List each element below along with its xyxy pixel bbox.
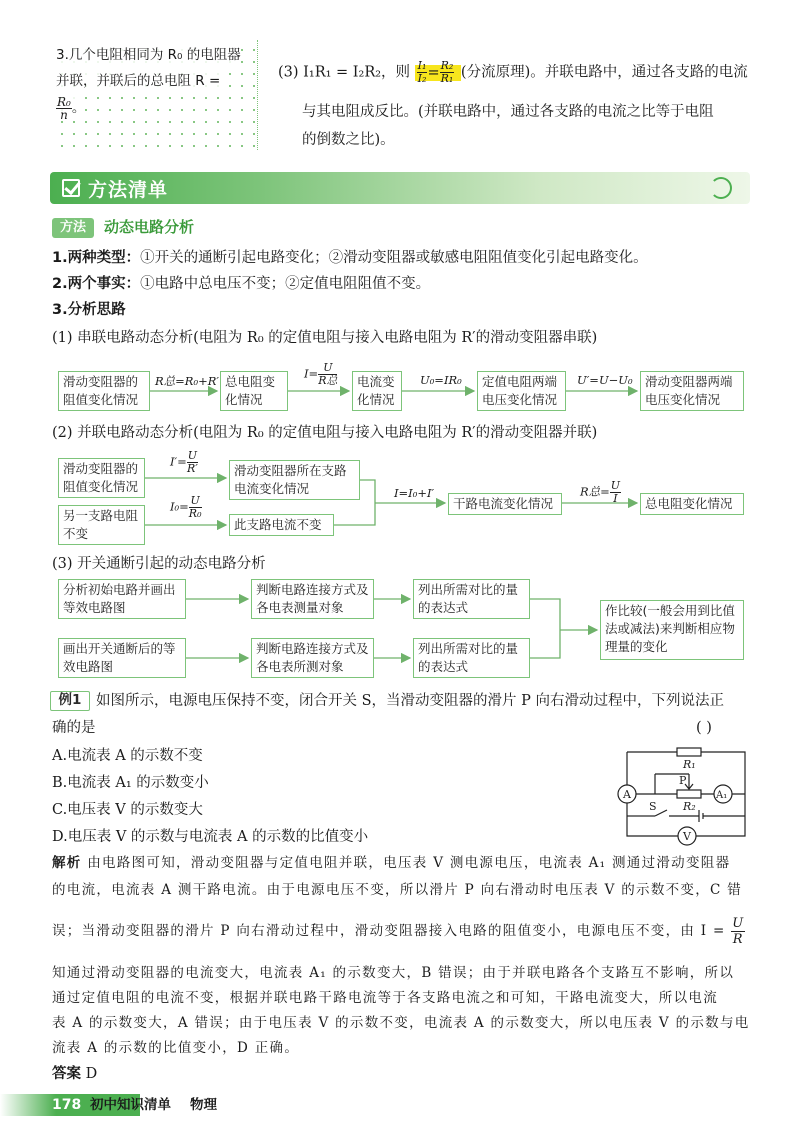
types-head: 1.两种类型： [52, 250, 141, 266]
option-d: D.电压表 V 的示数与电流表 A 的示数的比值变小 [52, 829, 369, 845]
flow1-label-1: R总=R₀+R′ [155, 374, 219, 388]
intro-f2-num: R₂ [440, 59, 454, 72]
flow2-box-5: 干路电流变化情况 [448, 493, 562, 515]
flow1-box-3: 电流变化情况 [352, 371, 402, 411]
label-s: S [649, 800, 657, 813]
flow2-label-3: I=I₀+I′ [394, 486, 435, 500]
flow1-label-2 [304, 362, 337, 387]
answer-head: 答案 [52, 1066, 81, 1082]
flow2-l2-pre: I₀= [170, 499, 189, 514]
option-c: C.电压表 V 的示数变大 [52, 802, 203, 818]
flow1-l2-pre: I= [304, 366, 319, 381]
flow1-label-4: U′=U−U₀ [577, 373, 633, 387]
flow2-l4-num: U [610, 479, 621, 492]
flow1-caption: (1) 串联电路动态分析(电阻为 R₀ 的定值电阻与接入电路电阻为 R′的滑动变阻器串联) [52, 330, 598, 346]
label-a1: A₁ [716, 790, 728, 801]
flow1-box-5: 滑动变阻器两端电压变化情况 [640, 371, 744, 411]
intro-f2-den: R₁ [440, 72, 454, 85]
answer-line [52, 1062, 97, 1086]
intro-eq: = [427, 64, 440, 81]
facts-head: 2.两个事实： [52, 276, 141, 292]
note-frac-num: R₀ [57, 95, 71, 109]
analysis-frac-num: U [732, 916, 745, 931]
flow3-caption: (3) 开关通断引起的动态电路分析 [52, 556, 266, 572]
label-a: A [623, 788, 631, 801]
circuit-diagram [605, 742, 755, 848]
note-line-1: 3.几个电阻相同为 R₀ 的电阻器 [56, 44, 241, 66]
intro-part1: (3) I₁R₁ = I₂R₂，则 [278, 64, 411, 81]
flow2-label-2 [170, 495, 202, 520]
flow2-box-3: 另一支路电阻不变 [58, 505, 145, 545]
flow3-box-1: 分析初始电路并画出等效电路图 [58, 579, 186, 619]
flow2-l4-den: I [613, 492, 618, 505]
flow2-l2-den: R₀ [188, 507, 202, 520]
intro-line-2: 与其电阻成反比。(并联电路中，通过各支路的电流之比等于电阻 [302, 104, 714, 120]
flow3-box-6: 列出所需对比的量的表达式 [413, 638, 530, 678]
page-number: 178 [52, 1097, 82, 1113]
answer-value: D [85, 1066, 98, 1082]
flow3-box-4: 画出开关通断后的等效电路图 [58, 638, 186, 678]
option-a: A.电流表 A 的示数不变 [52, 748, 203, 764]
analysis-head: 解析 [52, 855, 82, 871]
method-title: 动态电路分析 [104, 218, 195, 236]
ideas-head: 3.分析思路 [52, 302, 126, 318]
flow1-box-4: 定值电阻两端电压变化情况 [477, 371, 566, 411]
note-frac-end: 。 [71, 100, 86, 116]
analysis-line-5: 通过定值电阻的电流不变，根据并联电路干路电流等于各支路电流之和可知，干路电流变大，所以电流 [52, 990, 718, 1006]
intro-f1-num: I₁ [417, 59, 427, 72]
section-title: 方法清单 [88, 179, 169, 201]
method-tag: 方法 [52, 218, 94, 238]
option-b: B.电流表 A₁ 的示数变小 [52, 775, 209, 791]
flow2-box-4: 此支路电流不变 [229, 514, 334, 536]
analysis-line-4: 知通过滑动变阻器的电流变大，电流表 A₁ 的示数变大，B 错误；由于并联电路各个支路互不影响，所以 [52, 965, 735, 981]
flow2-box-6: 总电阻变化情况 [640, 493, 744, 515]
label-v: V [683, 830, 691, 843]
flow2-label-4 [580, 480, 621, 505]
analysis-line-6: 表 A 的示数变大，A 错误；由于电压表 V 的示数不变，电流表 A 的示数变大，所以电压表 V 的示数与电 [52, 1015, 750, 1031]
flow2-l2-num: U [190, 494, 200, 507]
example-tag: 例1 [50, 691, 90, 711]
flow2-l1-pre: I′= [170, 454, 187, 469]
analysis-l1: 由电路图可知，滑动变阻器与定值电阻并联，电压表 V 测电源电压，电流表 A₁ 测通过滑动变阻器 [87, 855, 731, 871]
flow1-l2-num: U [318, 362, 337, 375]
flow2-box-1: 滑动变阻器的阻值变化情况 [58, 458, 145, 498]
analysis-line-2: 的电流，电流表 A 测干路电流。由于电源电压不变，所以滑片 P 向右滑动时电压表 V 的示数不变，C 错 [52, 882, 743, 898]
analysis-l3: 误；当滑动变阻器的滑片 P 向右滑动过程中，滑动变阻器接入电路的阻值变小，电源电压不变，由 I = [52, 923, 726, 939]
flow2-box-2: 滑动变阻器所在支路电流变化情况 [229, 460, 360, 500]
flow1-box-2: 总电阻变化情况 [220, 371, 288, 411]
analysis-line-7: 流表 A 的示数的比值变小，D 正确。 [52, 1040, 300, 1056]
footer-subject: 物理 [190, 1097, 217, 1113]
intro-line-3: 的倒数之比)。 [302, 132, 395, 148]
flow3-box-3: 列出所需对比的量的表达式 [413, 579, 530, 619]
flow2-caption: (2) 并联电路动态分析(电阻为 R₀ 的定值电阻与接入电路电阻为 R′的滑动变阻器并联) [52, 425, 598, 441]
types-text: ①开关的通断引起电路变化；②滑动变阻器或敏感电阻阻值变化引起电路变化。 [140, 250, 648, 266]
flow2-l4-pre: R总= [580, 484, 610, 499]
note-frac-den: n [60, 108, 68, 122]
analysis-line-1 [52, 850, 730, 876]
footer-title: 初中知识清单 [90, 1097, 171, 1113]
flow3-box-2: 判断电路连接方式及各电表测量对象 [251, 579, 374, 619]
example-stem-2: 确的是 [52, 720, 96, 736]
facts-text: ①电路中总电压不变；②定值电阻阻值不变。 [140, 276, 431, 292]
analysis-line-3 [52, 916, 745, 947]
flow1-l2-den: R总 [318, 374, 338, 387]
flow3-box-5: 判断电路连接方式及各电表所测对象 [251, 638, 374, 678]
label-r2: R₂ [683, 800, 696, 813]
flow3-box-7: 作比较(一般会用到比值法或减法)来判断相应物理量的变化 [600, 600, 744, 660]
flow2-label-1 [170, 450, 198, 475]
flow1-label-3: U₀=IR₀ [420, 373, 462, 387]
example-stem-1: 如图所示，电源电压保持不变，闭合开关 S，当滑动变阻器的滑片 P 向右滑动过程中，下列说法正 [96, 693, 725, 709]
label-r1: R₁ [683, 758, 696, 771]
note-line-2: 并联，并联后的总电阻 R = [56, 70, 220, 92]
analysis-frac-den: R [732, 932, 744, 947]
label-p: P [679, 774, 687, 787]
intro-f1-den: I₂ [417, 72, 427, 85]
flow2-l1-num: U [187, 449, 198, 462]
intro-part2: (分流原理)。并联电路中，通过各支路的电流 [460, 64, 748, 81]
flow1-box-1: 滑动变阻器的阻值变化情况 [58, 371, 150, 411]
answer-blank: ( ) [696, 720, 712, 736]
flow2-l1-den: R′ [187, 462, 198, 475]
